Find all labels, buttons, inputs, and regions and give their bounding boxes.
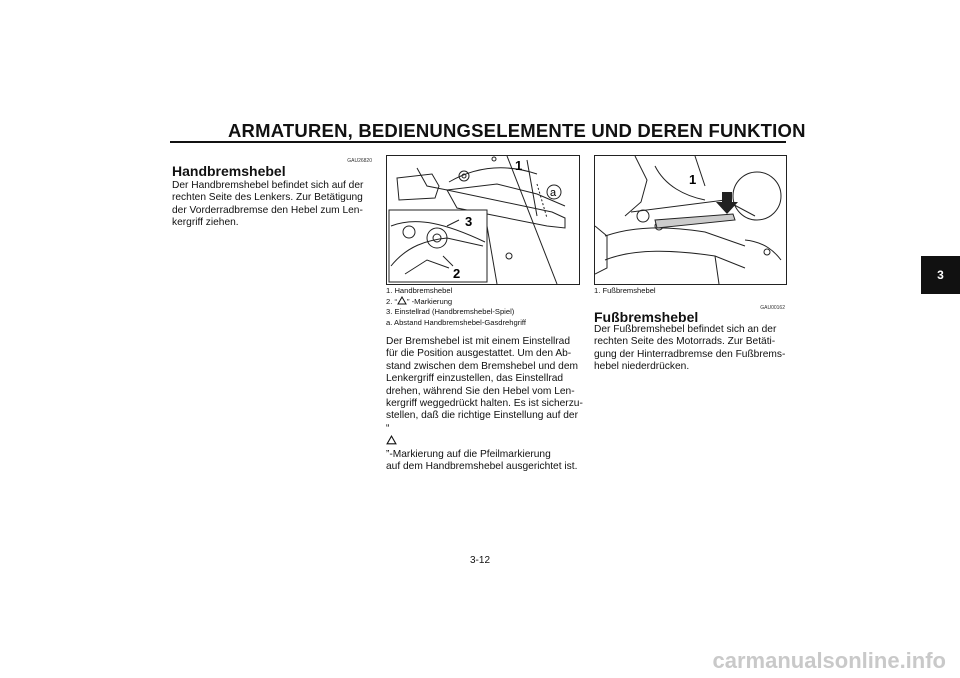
text-line: rechten Seite des Motorrads. Zur Betäti- [594, 336, 776, 348]
text-line: gung der Hinterradbremse den Fußbrems- [594, 348, 786, 360]
section-heading-fussbremshebel: Fußbremshebel [594, 309, 699, 325]
caption-item: 1. Fußbremshebel [594, 286, 656, 295]
figure-label-3: 3 [465, 214, 473, 229]
figure-captions-handbremshebel [386, 286, 526, 328]
text-line: hebel niederdrücken. [594, 361, 690, 373]
text-line: auf dem Handbremshebel ausgerichtet ist. [386, 461, 578, 473]
caption-item: 1. Handbremshebel [386, 286, 453, 295]
text-line: rechten Seite des Lenkers. Zur Betätigung [172, 192, 363, 204]
text-line: Der Handbremshebel befindet sich auf der [172, 180, 364, 191]
text-line: der Vorderradbremse den Hebel zum Len- [172, 204, 363, 216]
figure-label-1: 1 [689, 172, 697, 187]
caption-item-prefix: 2. “ [386, 297, 397, 307]
handbremshebel-intro-text [172, 180, 363, 230]
section-code: GAU26820 [347, 158, 372, 164]
text-line: für die Position ausgestattet. Um den Ab- [386, 348, 572, 360]
caption-item [386, 296, 526, 307]
text-line: Lenkergriff einzustellen, das Einstellrad [386, 373, 564, 385]
text-line: Der Fußbremshebel befindet sich an der [594, 324, 777, 335]
caption-item: 3. Einstellrad (Handbremshebel-Spiel) [386, 307, 515, 317]
caption-item-suffix: ” -Markierung [406, 297, 453, 307]
figure-label-2: 2 [453, 266, 461, 281]
text-line: stand zwischen dem Bremshebel und dem [386, 360, 578, 372]
text-line: Der Bremshebel ist mit einem Einstellrad [386, 336, 571, 347]
page-number: 3-12 [469, 555, 490, 566]
text-line: kergriff ziehen. [172, 217, 239, 229]
page-header-title: ARMATUREN, BEDIENUNGSELEMENTE UND DEREN FUNKTION [228, 120, 806, 141]
handbrake-illustration [387, 156, 579, 284]
section-code: GAU00162 [760, 305, 785, 311]
fussbremshebel-text [594, 324, 785, 374]
caption-item: a. Abstand Handbremshebel-Gasdrehgriff [386, 317, 527, 327]
text-line: stellen, daß die richtige Einstellung auf der [386, 410, 578, 422]
figure-label-1: 1 [515, 158, 523, 173]
header-rule [170, 141, 786, 143]
arrow-down-icon [716, 192, 738, 214]
section-heading-handbremshebel: Handbremshebel [172, 163, 286, 179]
figure-captions-fussbremshebel [594, 286, 656, 296]
bremshebel-adjust-text [386, 336, 583, 473]
figure-fussbremshebel [594, 155, 787, 285]
figure-label-a: a [550, 187, 557, 199]
text-line: drehen, während Sie den Hebel vom Len- [386, 385, 575, 397]
triangle-mark-icon [397, 296, 407, 305]
text-line-suffix: ”-Markierung auf die Pfeilmarkierung [386, 448, 551, 460]
chapter-tab: 3 [921, 256, 960, 294]
text-line: kergriff weggedrückt halten. Es ist sicherzu- [386, 398, 583, 410]
footbrake-illustration [595, 156, 786, 284]
watermark: carmanualsonline.info [712, 648, 946, 673]
text-line [386, 423, 583, 461]
triangle-mark-icon [386, 435, 397, 445]
figure-handbremshebel [386, 155, 580, 285]
text-line-prefix: “ [386, 422, 390, 434]
